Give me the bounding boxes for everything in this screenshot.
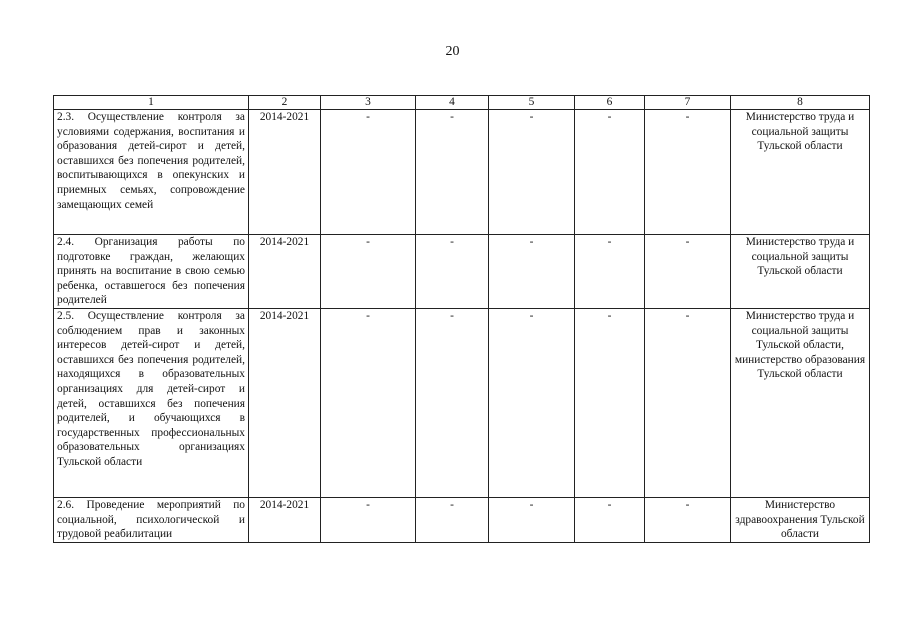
column-header: 8 (731, 96, 870, 110)
period-cell: 2014-2021 (249, 110, 321, 235)
period-cell: 2014-2021 (249, 497, 321, 542)
table-row (54, 497, 870, 542)
value-cell: - (321, 308, 416, 497)
value-cell: - (645, 497, 731, 542)
value-cell: - (416, 110, 489, 235)
period-cell: 2014-2021 (249, 235, 321, 309)
executor-cell: Министерство труда и социальной защиты Тульской области (731, 235, 870, 309)
value-cell: - (489, 235, 575, 309)
column-header: 7 (645, 96, 731, 110)
column-header: 6 (575, 96, 645, 110)
value-cell: - (575, 110, 645, 235)
table-row (54, 110, 870, 235)
value-cell: - (416, 308, 489, 497)
value-cell: - (645, 235, 731, 309)
value-cell: - (489, 497, 575, 542)
value-cell: - (575, 235, 645, 309)
program-table (53, 95, 870, 543)
value-cell: - (575, 497, 645, 542)
value-cell: - (416, 497, 489, 542)
value-cell: - (321, 235, 416, 309)
value-cell: - (575, 308, 645, 497)
executor-cell: Министерство здравоохранения Тульской области (731, 497, 870, 542)
period-cell: 2014-2021 (249, 308, 321, 497)
measure-description: 2.4. Организация работы по подготовке граждан, желающих принять на воспитание в свою семью ребенка, оставшегося без попечения родителей (54, 235, 249, 309)
table-row (54, 308, 870, 497)
measure-description: 2.5. Осуществление контроля за соблюдением прав и законных интересов детей-сирот и детей, оставшихся без попечения родителей, находящихся в образовательных организациях для детей-сирот и детей, оставшихся без попечения родителей, и обучающихся в государственных профессиональных образовательных организациях Тульской области (54, 308, 249, 497)
value-cell: - (489, 110, 575, 235)
value-cell: - (489, 308, 575, 497)
value-cell: - (416, 235, 489, 309)
measure-description: 2.6. Проведение мероприятий по социальной, психологической и трудовой реабилитации (54, 497, 249, 542)
executor-cell: Министерство труда и социальной защиты Тульской области, министерство образования Тульской области (731, 308, 870, 497)
column-header: 2 (249, 96, 321, 110)
column-header: 3 (321, 96, 416, 110)
value-cell: - (321, 110, 416, 235)
column-header: 5 (489, 96, 575, 110)
measure-description: 2.3. Осуществление контроля за условиями содержания, воспитания и образования детей-сирот и детей, оставшихся без попечения родителей, воспитывающихся в опекунских и приемных семьях, сопровождение замещающих семей (54, 110, 249, 235)
executor-cell: Министерство труда и социальной защиты Тульской области (731, 110, 870, 235)
page-number: 20 (445, 44, 460, 59)
value-cell: - (645, 308, 731, 497)
value-cell: - (321, 497, 416, 542)
table-header-row (54, 96, 870, 110)
column-header: 4 (416, 96, 489, 110)
column-header: 1 (54, 96, 249, 110)
value-cell: - (645, 110, 731, 235)
table-row (54, 235, 870, 309)
